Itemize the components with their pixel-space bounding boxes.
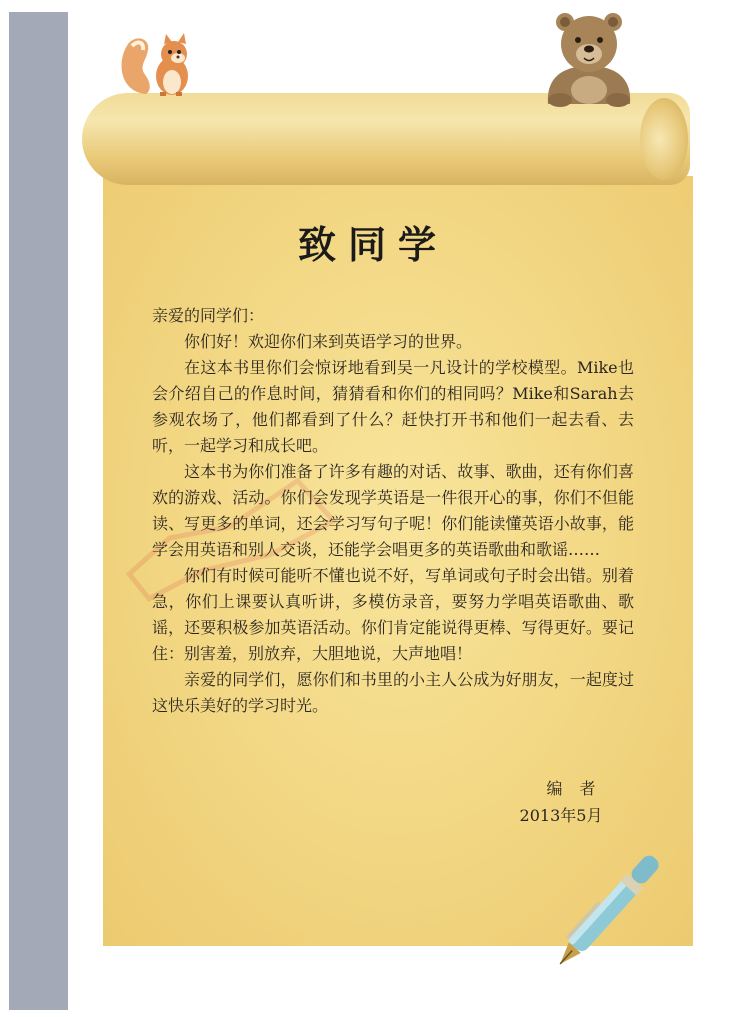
letter-paragraph: 这本书为你们准备了许多有趣的对话、故事、歌曲，还有你们喜欢的游戏、活动。你们会发现学英语是一件很开心的事，你们不但能读、写更多的单词，还会学习写句子呢！你们能读懂英语小故事，能学会用英语和别人交谈，还能学会唱更多的英语歌曲和歌谣…… xyxy=(152,462,634,559)
letter-date: 2013年5月 xyxy=(519,806,603,825)
letter-paragraph: 你们好！欢迎你们来到英语学习的世界。 xyxy=(184,332,473,351)
fountain-pen-icon xyxy=(545,836,685,970)
letter-paragraph: 在这本书里你们会惊讶地看到吴一凡设计的学校模型。Mike也会介绍自己的作息时间，猜猜看和你们的相同吗？Mike和Sarah去参观农场了，他们都看到了什么？赶快打开书和他们一起去看、去听，一起学习和成长吧。 xyxy=(152,358,634,455)
letter-paragraph: 你们有时候可能听不懂也说不好，写单词或句子时会出错。别着急，你们上课要认真听讲，多模仿录音，要努力学唱英语歌曲、歌谣，还要积极参加英语活动。你们肯定能说得更棒、写得更好。要记住：别害羞，别放弃，大胆地说，大声地唱！ xyxy=(152,566,634,663)
letter-greeting: 亲爱的同学们： xyxy=(152,306,265,325)
bear-icon xyxy=(538,8,640,108)
letter-signoff xyxy=(505,775,615,829)
letter-paragraph: 亲爱的同学们，愿你们和书里的小主人公成为好朋友，一起度过这快乐美好的学习时光。 xyxy=(152,670,634,715)
page-title: 致同学 xyxy=(297,222,448,267)
scroll-roll-end xyxy=(640,98,688,180)
book-spine xyxy=(9,12,68,1010)
squirrel-icon xyxy=(116,32,206,98)
editor-signature: 编 者 xyxy=(546,779,602,798)
letter-body xyxy=(152,303,634,719)
